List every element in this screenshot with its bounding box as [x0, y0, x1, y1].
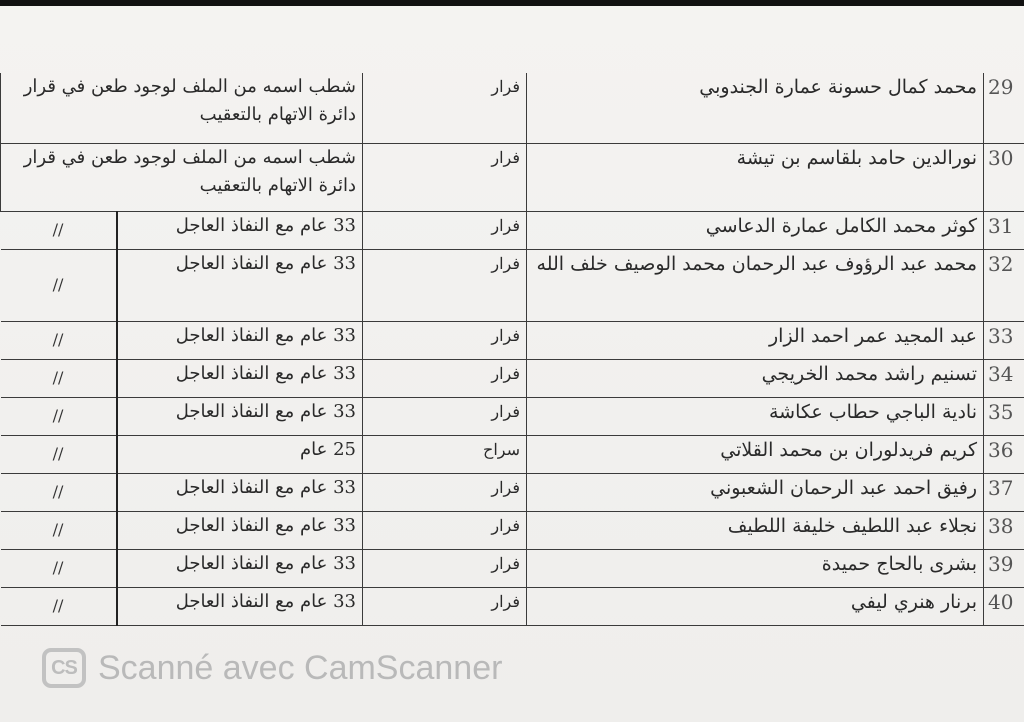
row-number: 40 — [984, 587, 1024, 625]
defendants-table — [0, 73, 1024, 626]
check-mark: // — [1, 435, 117, 473]
check-mark: // — [1, 587, 117, 625]
row-number: 37 — [984, 473, 1024, 511]
table-row — [1, 359, 1024, 397]
row-number: 38 — [984, 511, 1024, 549]
sentence-cell: 25 عام — [117, 435, 363, 473]
row-number: 33 — [984, 321, 1024, 359]
table-row — [1, 143, 1024, 211]
note-cell: شطب اسمه من الملف لوجود طعن في قرار دائرة الاتهام بالتعقيب — [1, 143, 363, 211]
name-cell: رفيق احمد عبد الرحمان الشعبوني — [527, 473, 984, 511]
status-cell: فرار — [363, 473, 527, 511]
sentence-cell: 33 عام مع النفاذ العاجل — [117, 211, 363, 249]
check-mark: // — [1, 473, 117, 511]
note-cell: شطب اسمه من الملف لوجود طعن في قرار دائرة الاتهام بالتعقيب — [1, 73, 363, 143]
defendants-table-body — [0, 73, 1024, 626]
name-cell: محمد كمال حسونة عمارة الجندوبي — [527, 73, 984, 143]
name-cell: نادية الباجي حطاب عكاشة — [527, 397, 984, 435]
table-row — [1, 435, 1024, 473]
name-cell: برنار هنري ليفي — [527, 587, 984, 625]
status-cell: فرار — [363, 359, 527, 397]
status-cell: فرار — [363, 249, 527, 321]
name-cell: نورالدين حامد بلقاسم بن تيشة — [527, 143, 984, 211]
status-cell: فرار — [363, 587, 527, 625]
table-row — [1, 321, 1024, 359]
camscanner-watermark — [42, 648, 502, 688]
row-number: 30 — [984, 143, 1024, 211]
check-mark: // — [1, 511, 117, 549]
row-number: 34 — [984, 359, 1024, 397]
sentence-cell: 33 عام مع النفاذ العاجل — [117, 511, 363, 549]
row-number: 32 — [984, 249, 1024, 321]
name-cell: نجلاء عبد اللطيف خليفة اللطيف — [527, 511, 984, 549]
sentence-cell: 33 عام مع النفاذ العاجل — [117, 359, 363, 397]
name-cell: كريم فريدلوران بن محمد القلاتي — [527, 435, 984, 473]
watermark-text: Scanné avec CamScanner — [98, 648, 503, 687]
status-cell: فرار — [363, 511, 527, 549]
check-mark: // — [1, 211, 117, 249]
sentence-cell: 33 عام مع النفاذ العاجل — [117, 321, 363, 359]
table-row — [1, 73, 1024, 143]
sentence-cell: 33 عام مع النفاذ العاجل — [117, 473, 363, 511]
row-number: 35 — [984, 397, 1024, 435]
name-cell: عبد المجيد عمر احمد الزار — [527, 321, 984, 359]
table-row — [1, 473, 1024, 511]
table-row — [1, 511, 1024, 549]
scanned-document — [0, 6, 1024, 722]
status-cell: فرار — [363, 143, 527, 211]
status-cell: فرار — [363, 211, 527, 249]
check-mark: // — [1, 397, 117, 435]
row-number: 36 — [984, 435, 1024, 473]
table-row — [1, 397, 1024, 435]
check-mark: // — [1, 549, 117, 587]
table-row — [1, 549, 1024, 587]
name-cell: تسنيم راشد محمد الخريجي — [527, 359, 984, 397]
status-cell: سراح — [363, 435, 527, 473]
camscanner-logo-icon: CS — [42, 648, 86, 688]
sentence-cell: 33 عام مع النفاذ العاجل — [117, 549, 363, 587]
table-row — [1, 587, 1024, 625]
status-cell: فرار — [363, 321, 527, 359]
status-cell: فرار — [363, 73, 527, 143]
row-number: 29 — [984, 73, 1024, 143]
check-mark: // — [1, 359, 117, 397]
sentence-cell: 33 عام مع النفاذ العاجل — [117, 587, 363, 625]
row-number: 39 — [984, 549, 1024, 587]
table-row — [1, 211, 1024, 249]
row-number: 31 — [984, 211, 1024, 249]
name-cell: بشرى بالحاج حميدة — [527, 549, 984, 587]
table-row — [1, 249, 1024, 321]
check-mark: // — [1, 249, 117, 321]
name-cell: محمد عبد الرؤوف عبد الرحمان محمد الوصيف خلف الله — [527, 249, 984, 321]
status-cell: فرار — [363, 549, 527, 587]
sentence-cell: 33 عام مع النفاذ العاجل — [117, 397, 363, 435]
check-mark: // — [1, 321, 117, 359]
status-cell: فرار — [363, 397, 527, 435]
sentence-cell: 33 عام مع النفاذ العاجل — [117, 249, 363, 321]
name-cell: كوثر محمد الكامل عمارة الدعاسي — [527, 211, 984, 249]
